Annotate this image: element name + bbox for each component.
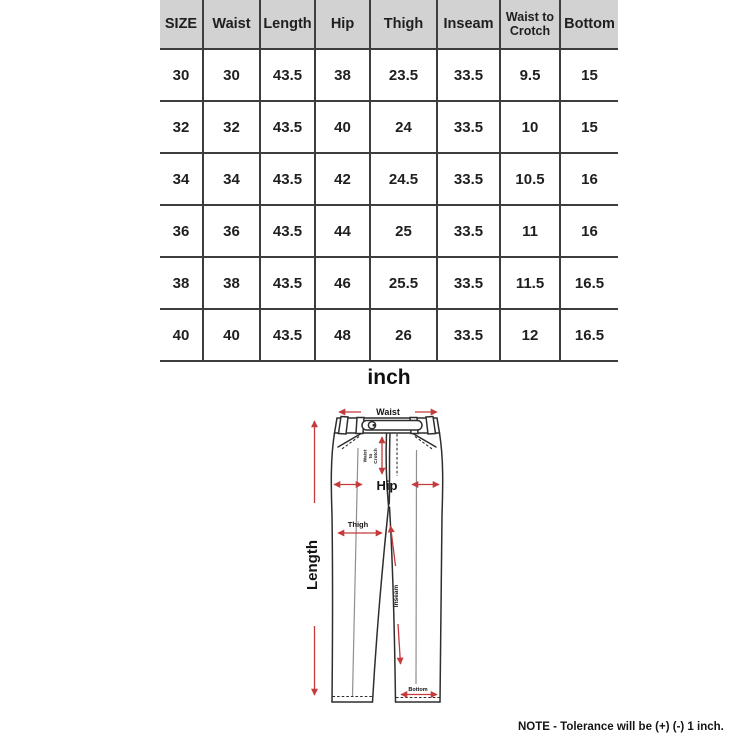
table-cell: 26 [370,309,437,361]
table-cell: 32 [203,101,260,153]
table-row [160,101,618,153]
table-cell: 33.5 [437,101,500,153]
table-row [160,309,618,361]
table-cell: 16.5 [560,257,618,309]
table-cell: 16.5 [560,309,618,361]
table-cell: 9.5 [500,49,560,101]
table-cell: 40 [315,101,370,153]
table-row [160,257,618,309]
table-cell: 24.5 [370,153,437,205]
column-header-length: Length [260,0,315,49]
table-cell: 44 [315,205,370,257]
fly-line [386,433,388,506]
table-cell: 48 [315,309,370,361]
table-cell: 15 [560,101,618,153]
table-cell: 36 [160,205,203,257]
table-cell: 43.5 [260,309,315,361]
size-table-body [160,49,618,361]
measurement-annotations [304,407,439,695]
waist-to-crotch-label: to [368,453,374,459]
bottom-label: Bottom [408,687,428,693]
hip-label: Hip [376,478,398,493]
size-table [160,0,618,362]
column-header-inseam: Inseam [437,0,500,49]
pants-outline [331,417,442,703]
table-cell: 40 [160,309,203,361]
table-cell: 38 [203,257,260,309]
column-header-size: SIZE [160,0,203,49]
table-cell: 33.5 [437,309,500,361]
table-cell: 33.5 [437,257,500,309]
table-cell: 43.5 [260,257,315,309]
waist-label: Waist [376,407,400,417]
table-cell: 34 [160,153,203,205]
belt-loop [426,417,436,435]
table-cell: 30 [160,49,203,101]
right-pocket [412,433,436,447]
table-cell: 43.5 [260,153,315,205]
table-cell: 33.5 [437,205,500,257]
table-cell: 40 [203,309,260,361]
header-row [160,0,618,49]
left-inner-seam [373,507,389,702]
table-row [160,49,618,101]
table-cell: 25 [370,205,437,257]
button-hole-icon [373,424,376,427]
table-cell: 42 [315,153,370,205]
belt-loop [339,417,349,435]
column-header-waist-to-crotch: Waist to Crotch [500,0,560,49]
fly-line-2 [389,433,390,504]
table-cell: 43.5 [260,101,315,153]
table-cell: 32 [160,101,203,153]
left-pocket [338,433,362,447]
table-cell: 30 [203,49,260,101]
left-crease [353,448,359,696]
table-cell: 16 [560,205,618,257]
table-row [160,153,618,205]
table-cell: 36 [203,205,260,257]
table-cell: 46 [315,257,370,309]
table-cell: 11 [500,205,560,257]
waist-to-crotch-label: Crotch [374,448,380,464]
thigh-label: Thigh [347,520,369,529]
table-cell: 33.5 [437,153,500,205]
pants-measurement-diagram [295,400,465,715]
column-header-thigh: Thigh [370,0,437,49]
tolerance-note: NOTE - Tolerance will be (+) (-) 1 inch. [518,721,724,733]
length-label: Length [304,540,321,590]
size-table-header [160,0,618,49]
column-header-hip: Hip [315,0,370,49]
table-cell: 16 [560,153,618,205]
table-cell: 38 [160,257,203,309]
left-outer-seam [331,433,334,702]
table-cell: 23.5 [370,49,437,101]
table-cell: 15 [560,49,618,101]
table-cell: 12 [500,309,560,361]
right-outer-seam [440,433,443,702]
table-cell: 10.5 [500,153,560,205]
unit-label: inch [367,366,411,389]
inseam-label: Inseam [393,584,400,608]
table-cell: 33.5 [437,49,500,101]
table-cell: 43.5 [260,49,315,101]
waist-to-crotch-label: Waist [363,449,369,463]
table-cell: 43.5 [260,205,315,257]
table-cell: 38 [315,49,370,101]
table-cell: 10 [500,101,560,153]
table-cell: 11.5 [500,257,560,309]
table-cell: 34 [203,153,260,205]
inseam-arrow-down [398,624,401,664]
table-cell: 24 [370,101,437,153]
column-header-waist: Waist [203,0,260,49]
table-cell: 25.5 [370,257,437,309]
table-row [160,205,618,257]
column-header-bottom: Bottom [560,0,618,49]
